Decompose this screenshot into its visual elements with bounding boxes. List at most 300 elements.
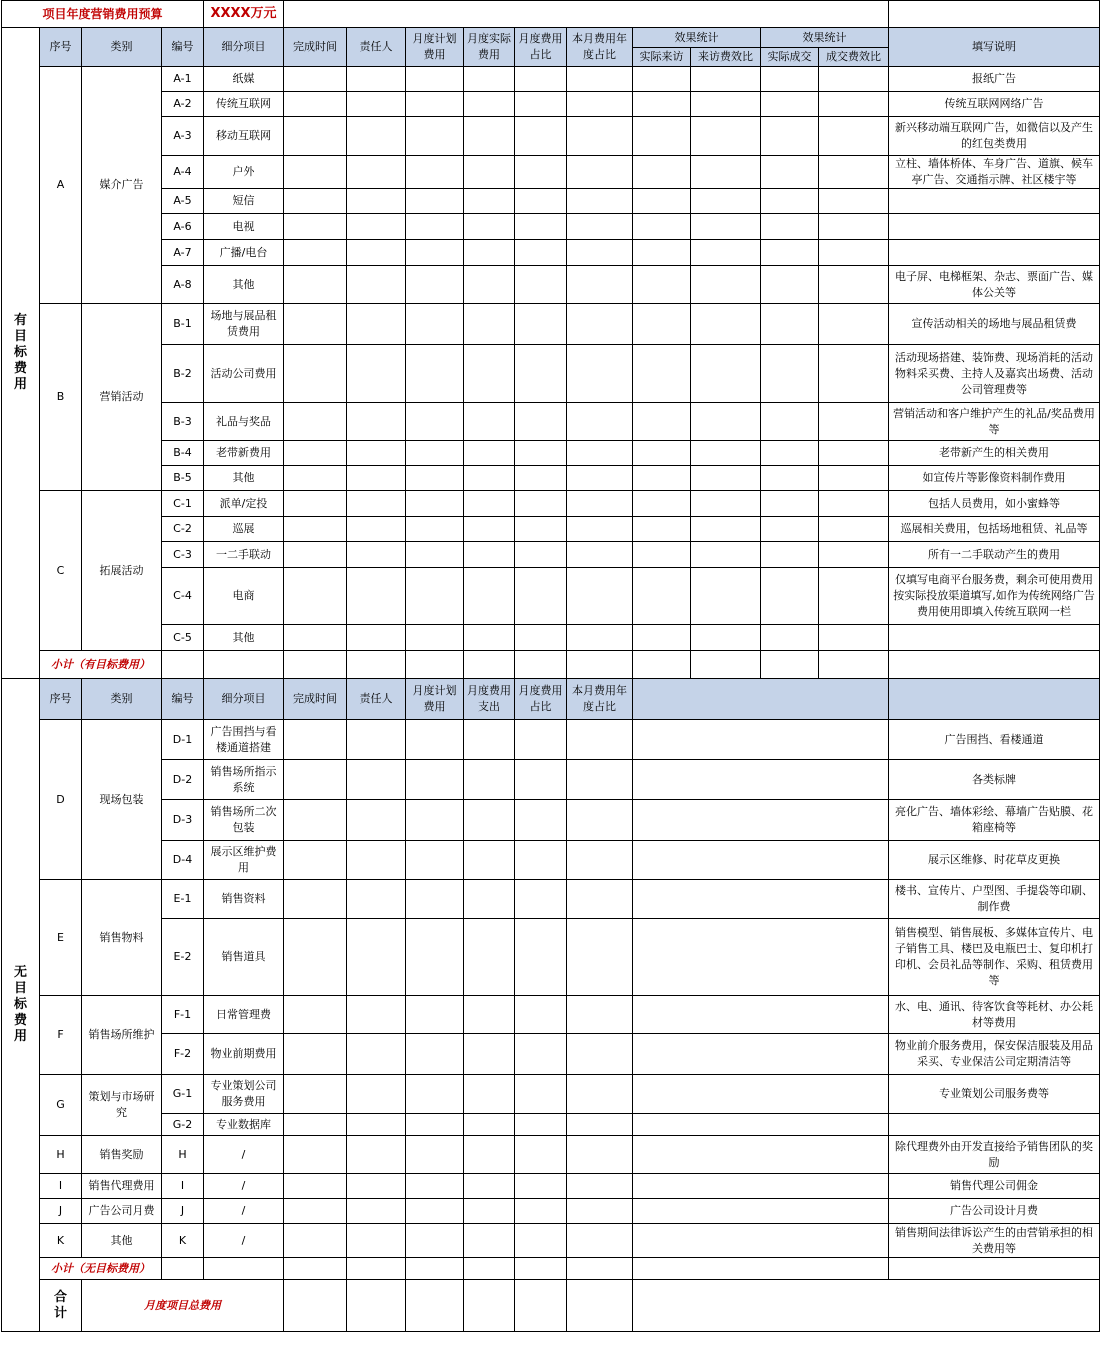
value-cell[interactable] xyxy=(347,1174,406,1199)
value-cell[interactable] xyxy=(406,345,464,403)
value-cell[interactable] xyxy=(406,1258,464,1280)
value-cell[interactable] xyxy=(567,720,633,760)
value-cell[interactable] xyxy=(284,403,347,441)
value-cell[interactable] xyxy=(284,466,347,491)
value-cell[interactable] xyxy=(347,800,406,841)
value-cell[interactable] xyxy=(284,919,347,996)
value-cell[interactable] xyxy=(567,214,633,240)
header-blank[interactable] xyxy=(284,1,889,28)
value-cell[interactable] xyxy=(284,1280,347,1332)
value-cell[interactable] xyxy=(464,214,515,240)
value-cell[interactable] xyxy=(567,266,633,304)
value-cell[interactable] xyxy=(464,117,515,156)
value-cell[interactable] xyxy=(819,214,889,240)
value-cell[interactable] xyxy=(515,1114,567,1136)
value-cell[interactable] xyxy=(406,1136,464,1174)
value-cell[interactable] xyxy=(761,92,819,117)
value-cell[interactable] xyxy=(633,189,691,214)
value-cell[interactable] xyxy=(347,466,406,491)
value-cell[interactable] xyxy=(691,517,761,542)
value-cell[interactable] xyxy=(567,92,633,117)
value-cell[interactable] xyxy=(567,800,633,841)
value-cell[interactable] xyxy=(406,1174,464,1199)
value-cell[interactable] xyxy=(284,189,347,214)
value-cell[interactable] xyxy=(406,67,464,92)
value-cell[interactable] xyxy=(761,189,819,214)
value-cell[interactable] xyxy=(691,625,761,651)
value-cell[interactable] xyxy=(347,491,406,517)
value-cell[interactable] xyxy=(464,517,515,542)
value-cell[interactable] xyxy=(406,880,464,919)
value-cell[interactable] xyxy=(284,880,347,919)
value-cell[interactable] xyxy=(284,67,347,92)
value-cell[interactable] xyxy=(284,304,347,345)
value-cell[interactable] xyxy=(567,880,633,919)
value-cell[interactable] xyxy=(633,117,691,156)
value-cell[interactable] xyxy=(406,441,464,466)
value-cell[interactable] xyxy=(284,1034,347,1075)
value-cell[interactable] xyxy=(464,266,515,304)
value-cell[interactable] xyxy=(761,651,819,679)
value-cell[interactable] xyxy=(515,542,567,568)
value-cell[interactable] xyxy=(464,841,515,880)
value-cell[interactable] xyxy=(515,919,567,996)
blank-cell[interactable] xyxy=(633,880,889,919)
value-cell[interactable] xyxy=(633,625,691,651)
value-cell[interactable] xyxy=(284,92,347,117)
value-cell[interactable] xyxy=(633,651,691,679)
value-cell[interactable] xyxy=(347,1258,406,1280)
value-cell[interactable] xyxy=(284,1136,347,1174)
value-cell[interactable] xyxy=(464,651,515,679)
value-cell[interactable] xyxy=(284,1199,347,1224)
value-cell[interactable] xyxy=(347,156,406,189)
value-cell[interactable] xyxy=(515,491,567,517)
blank-cell[interactable] xyxy=(633,841,889,880)
value-cell[interactable] xyxy=(515,651,567,679)
value-cell[interactable] xyxy=(406,651,464,679)
value-cell[interactable] xyxy=(464,760,515,800)
value-cell[interactable] xyxy=(406,517,464,542)
value-cell[interactable] xyxy=(464,1034,515,1075)
value-cell[interactable] xyxy=(761,240,819,266)
value-cell[interactable] xyxy=(515,345,567,403)
value-cell[interactable] xyxy=(464,625,515,651)
value-cell[interactable] xyxy=(761,466,819,491)
value-cell[interactable] xyxy=(567,1258,633,1280)
value-cell[interactable] xyxy=(347,1280,406,1332)
value-cell[interactable] xyxy=(406,1199,464,1224)
value-cell[interactable] xyxy=(761,266,819,304)
header-blank-right[interactable] xyxy=(889,1,1100,28)
value-cell[interactable] xyxy=(633,266,691,304)
value-cell[interactable] xyxy=(761,117,819,156)
value-cell[interactable] xyxy=(691,403,761,441)
value-cell[interactable] xyxy=(464,1199,515,1224)
value-cell[interactable] xyxy=(464,1136,515,1174)
value-cell[interactable] xyxy=(464,67,515,92)
value-cell[interactable] xyxy=(515,441,567,466)
blank-cell[interactable] xyxy=(633,1199,889,1224)
value-cell[interactable] xyxy=(204,651,284,679)
value-cell[interactable] xyxy=(406,240,464,266)
value-cell[interactable] xyxy=(347,304,406,345)
value-cell[interactable] xyxy=(347,568,406,625)
value-cell[interactable] xyxy=(347,67,406,92)
value-cell[interactable] xyxy=(464,1114,515,1136)
value-cell[interactable] xyxy=(515,568,567,625)
value-cell[interactable] xyxy=(819,92,889,117)
value-cell[interactable] xyxy=(347,240,406,266)
value-cell[interactable] xyxy=(464,996,515,1034)
value-cell[interactable] xyxy=(633,345,691,403)
value-cell[interactable] xyxy=(515,880,567,919)
value-cell[interactable] xyxy=(761,491,819,517)
value-cell[interactable] xyxy=(464,345,515,403)
value-cell[interactable] xyxy=(761,542,819,568)
value-cell[interactable] xyxy=(761,517,819,542)
value-cell[interactable] xyxy=(406,117,464,156)
value-cell[interactable] xyxy=(162,651,204,679)
value-cell[interactable] xyxy=(406,491,464,517)
value-cell[interactable] xyxy=(691,651,761,679)
value-cell[interactable] xyxy=(284,542,347,568)
note-cell[interactable] xyxy=(889,1258,1100,1280)
value-cell[interactable] xyxy=(515,1280,567,1332)
note-cell[interactable] xyxy=(889,651,1100,679)
value-cell[interactable] xyxy=(284,720,347,760)
value-cell[interactable] xyxy=(406,1034,464,1075)
blank-cell[interactable] xyxy=(633,996,889,1034)
value-cell[interactable] xyxy=(284,841,347,880)
value-cell[interactable] xyxy=(284,996,347,1034)
value-cell[interactable] xyxy=(567,1075,633,1114)
budget-unit[interactable]: XXXX万元 xyxy=(204,1,284,28)
value-cell[interactable] xyxy=(819,117,889,156)
value-cell[interactable] xyxy=(406,1224,464,1258)
value-cell[interactable] xyxy=(464,1258,515,1280)
value-cell[interactable] xyxy=(406,1114,464,1136)
value-cell[interactable] xyxy=(406,720,464,760)
value-cell[interactable] xyxy=(515,304,567,345)
value-cell[interactable] xyxy=(347,880,406,919)
value-cell[interactable] xyxy=(406,542,464,568)
value-cell[interactable] xyxy=(347,403,406,441)
value-cell[interactable] xyxy=(567,466,633,491)
value-cell[interactable] xyxy=(819,568,889,625)
value-cell[interactable] xyxy=(633,466,691,491)
value-cell[interactable] xyxy=(347,841,406,880)
value-cell[interactable] xyxy=(347,345,406,403)
value-cell[interactable] xyxy=(347,92,406,117)
value-cell[interactable] xyxy=(515,1136,567,1174)
value-cell[interactable] xyxy=(347,625,406,651)
value-cell[interactable] xyxy=(284,156,347,189)
value-cell[interactable] xyxy=(515,403,567,441)
value-cell[interactable] xyxy=(347,1114,406,1136)
value-cell[interactable] xyxy=(819,651,889,679)
blank-cell[interactable] xyxy=(633,1174,889,1199)
value-cell[interactable] xyxy=(567,651,633,679)
value-cell[interactable] xyxy=(819,517,889,542)
value-cell[interactable] xyxy=(633,92,691,117)
value-cell[interactable] xyxy=(464,720,515,760)
value-cell[interactable] xyxy=(633,403,691,441)
value-cell[interactable] xyxy=(567,568,633,625)
value-cell[interactable] xyxy=(464,304,515,345)
value-cell[interactable] xyxy=(284,266,347,304)
value-cell[interactable] xyxy=(567,1199,633,1224)
value-cell[interactable] xyxy=(515,996,567,1034)
blank-cell[interactable] xyxy=(633,1114,889,1136)
value-cell[interactable] xyxy=(761,156,819,189)
value-cell[interactable] xyxy=(515,625,567,651)
blank-cell[interactable] xyxy=(633,760,889,800)
value-cell[interactable] xyxy=(567,625,633,651)
value-cell[interactable] xyxy=(464,800,515,841)
value-cell[interactable] xyxy=(761,67,819,92)
value-cell[interactable] xyxy=(691,189,761,214)
value-cell[interactable] xyxy=(819,304,889,345)
value-cell[interactable] xyxy=(515,117,567,156)
value-cell[interactable] xyxy=(691,92,761,117)
value-cell[interactable] xyxy=(464,441,515,466)
value-cell[interactable] xyxy=(515,92,567,117)
value-cell[interactable] xyxy=(691,568,761,625)
value-cell[interactable] xyxy=(633,304,691,345)
value-cell[interactable] xyxy=(347,720,406,760)
value-cell[interactable] xyxy=(515,466,567,491)
value-cell[interactable] xyxy=(406,1280,464,1332)
value-cell[interactable] xyxy=(347,441,406,466)
value-cell[interactable] xyxy=(567,403,633,441)
value-cell[interactable] xyxy=(567,1174,633,1199)
value-cell[interactable] xyxy=(691,542,761,568)
blank-cell[interactable] xyxy=(633,800,889,841)
value-cell[interactable] xyxy=(284,800,347,841)
value-cell[interactable] xyxy=(633,156,691,189)
value-cell[interactable] xyxy=(284,625,347,651)
value-cell[interactable] xyxy=(284,491,347,517)
value-cell[interactable] xyxy=(633,491,691,517)
blank-cell[interactable] xyxy=(633,1280,1100,1332)
value-cell[interactable] xyxy=(691,156,761,189)
value-cell[interactable] xyxy=(464,1224,515,1258)
value-cell[interactable] xyxy=(633,441,691,466)
value-cell[interactable] xyxy=(406,800,464,841)
value-cell[interactable] xyxy=(567,491,633,517)
blank-cell[interactable] xyxy=(633,1075,889,1114)
value-cell[interactable] xyxy=(284,651,347,679)
blank-cell[interactable] xyxy=(633,1224,889,1258)
value-cell[interactable] xyxy=(819,189,889,214)
value-cell[interactable] xyxy=(567,240,633,266)
value-cell[interactable] xyxy=(761,345,819,403)
value-cell[interactable] xyxy=(515,760,567,800)
value-cell[interactable] xyxy=(691,441,761,466)
value-cell[interactable] xyxy=(464,403,515,441)
value-cell[interactable] xyxy=(567,841,633,880)
value-cell[interactable] xyxy=(567,1224,633,1258)
value-cell[interactable] xyxy=(406,841,464,880)
value-cell[interactable] xyxy=(761,441,819,466)
value-cell[interactable] xyxy=(347,1224,406,1258)
value-cell[interactable] xyxy=(284,214,347,240)
blank-cell[interactable] xyxy=(633,1136,889,1174)
value-cell[interactable] xyxy=(406,568,464,625)
value-cell[interactable] xyxy=(464,189,515,214)
value-cell[interactable] xyxy=(284,568,347,625)
value-cell[interactable] xyxy=(567,542,633,568)
value-cell[interactable] xyxy=(464,240,515,266)
value-cell[interactable] xyxy=(567,117,633,156)
value-cell[interactable] xyxy=(567,517,633,542)
value-cell[interactable] xyxy=(819,266,889,304)
value-cell[interactable] xyxy=(406,266,464,304)
value-cell[interactable] xyxy=(406,304,464,345)
value-cell[interactable] xyxy=(464,1280,515,1332)
value-cell[interactable] xyxy=(284,240,347,266)
value-cell[interactable] xyxy=(347,542,406,568)
value-cell[interactable] xyxy=(284,345,347,403)
value-cell[interactable] xyxy=(819,542,889,568)
value-cell[interactable] xyxy=(347,266,406,304)
value-cell[interactable] xyxy=(691,266,761,304)
value-cell[interactable] xyxy=(567,1114,633,1136)
value-cell[interactable] xyxy=(347,1034,406,1075)
value-cell[interactable] xyxy=(464,1174,515,1199)
value-cell[interactable] xyxy=(567,304,633,345)
value-cell[interactable] xyxy=(347,1199,406,1224)
value-cell[interactable] xyxy=(819,441,889,466)
value-cell[interactable] xyxy=(347,651,406,679)
value-cell[interactable] xyxy=(284,760,347,800)
value-cell[interactable] xyxy=(347,517,406,542)
blank-cell[interactable] xyxy=(633,720,889,760)
value-cell[interactable] xyxy=(464,1075,515,1114)
value-cell[interactable] xyxy=(347,1136,406,1174)
value-cell[interactable] xyxy=(691,491,761,517)
value-cell[interactable] xyxy=(819,625,889,651)
value-cell[interactable] xyxy=(633,568,691,625)
value-cell[interactable] xyxy=(464,156,515,189)
value-cell[interactable] xyxy=(633,517,691,542)
value-cell[interactable] xyxy=(691,67,761,92)
value-cell[interactable] xyxy=(567,919,633,996)
value-cell[interactable] xyxy=(162,1258,204,1280)
blank-cell[interactable] xyxy=(633,1034,889,1075)
value-cell[interactable] xyxy=(406,92,464,117)
value-cell[interactable] xyxy=(691,214,761,240)
value-cell[interactable] xyxy=(515,214,567,240)
value-cell[interactable] xyxy=(819,491,889,517)
value-cell[interactable] xyxy=(284,1224,347,1258)
value-cell[interactable] xyxy=(406,403,464,441)
value-cell[interactable] xyxy=(347,996,406,1034)
value-cell[interactable] xyxy=(406,466,464,491)
value-cell[interactable] xyxy=(515,189,567,214)
value-cell[interactable] xyxy=(284,1114,347,1136)
value-cell[interactable] xyxy=(567,996,633,1034)
blank-cell[interactable] xyxy=(633,919,889,996)
value-cell[interactable] xyxy=(819,240,889,266)
value-cell[interactable] xyxy=(515,1199,567,1224)
value-cell[interactable] xyxy=(691,466,761,491)
value-cell[interactable] xyxy=(819,403,889,441)
value-cell[interactable] xyxy=(515,67,567,92)
value-cell[interactable] xyxy=(406,156,464,189)
value-cell[interactable] xyxy=(284,117,347,156)
value-cell[interactable] xyxy=(347,214,406,240)
value-cell[interactable] xyxy=(691,117,761,156)
value-cell[interactable] xyxy=(691,304,761,345)
value-cell[interactable] xyxy=(515,720,567,760)
value-cell[interactable] xyxy=(633,542,691,568)
value-cell[interactable] xyxy=(515,156,567,189)
value-cell[interactable] xyxy=(761,304,819,345)
value-cell[interactable] xyxy=(347,919,406,996)
value-cell[interactable] xyxy=(567,760,633,800)
value-cell[interactable] xyxy=(567,189,633,214)
value-cell[interactable] xyxy=(284,441,347,466)
value-cell[interactable] xyxy=(347,189,406,214)
value-cell[interactable] xyxy=(633,214,691,240)
value-cell[interactable] xyxy=(406,1075,464,1114)
value-cell[interactable] xyxy=(464,491,515,517)
value-cell[interactable] xyxy=(515,1075,567,1114)
value-cell[interactable] xyxy=(515,841,567,880)
value-cell[interactable] xyxy=(515,1034,567,1075)
value-cell[interactable] xyxy=(406,919,464,996)
value-cell[interactable] xyxy=(761,214,819,240)
value-cell[interactable] xyxy=(761,568,819,625)
value-cell[interactable] xyxy=(567,1136,633,1174)
value-cell[interactable] xyxy=(406,760,464,800)
value-cell[interactable] xyxy=(284,1174,347,1199)
value-cell[interactable] xyxy=(464,542,515,568)
value-cell[interactable] xyxy=(406,996,464,1034)
value-cell[interactable] xyxy=(464,466,515,491)
value-cell[interactable] xyxy=(567,67,633,92)
value-cell[interactable] xyxy=(204,1258,284,1280)
value-cell[interactable] xyxy=(515,266,567,304)
blank-cell[interactable] xyxy=(633,1258,889,1280)
value-cell[interactable] xyxy=(515,1174,567,1199)
value-cell[interactable] xyxy=(567,441,633,466)
value-cell[interactable] xyxy=(567,156,633,189)
value-cell[interactable] xyxy=(284,517,347,542)
value-cell[interactable] xyxy=(691,240,761,266)
value-cell[interactable] xyxy=(464,880,515,919)
value-cell[interactable] xyxy=(515,800,567,841)
value-cell[interactable] xyxy=(633,240,691,266)
value-cell[interactable] xyxy=(567,345,633,403)
value-cell[interactable] xyxy=(284,1258,347,1280)
value-cell[interactable] xyxy=(515,1224,567,1258)
value-cell[interactable] xyxy=(406,625,464,651)
value-cell[interactable] xyxy=(761,625,819,651)
value-cell[interactable] xyxy=(284,1075,347,1114)
value-cell[interactable] xyxy=(633,67,691,92)
value-cell[interactable] xyxy=(819,156,889,189)
value-cell[interactable] xyxy=(347,117,406,156)
value-cell[interactable] xyxy=(464,92,515,117)
value-cell[interactable] xyxy=(761,403,819,441)
value-cell[interactable] xyxy=(464,568,515,625)
value-cell[interactable] xyxy=(347,1075,406,1114)
value-cell[interactable] xyxy=(515,1258,567,1280)
value-cell[interactable] xyxy=(691,345,761,403)
